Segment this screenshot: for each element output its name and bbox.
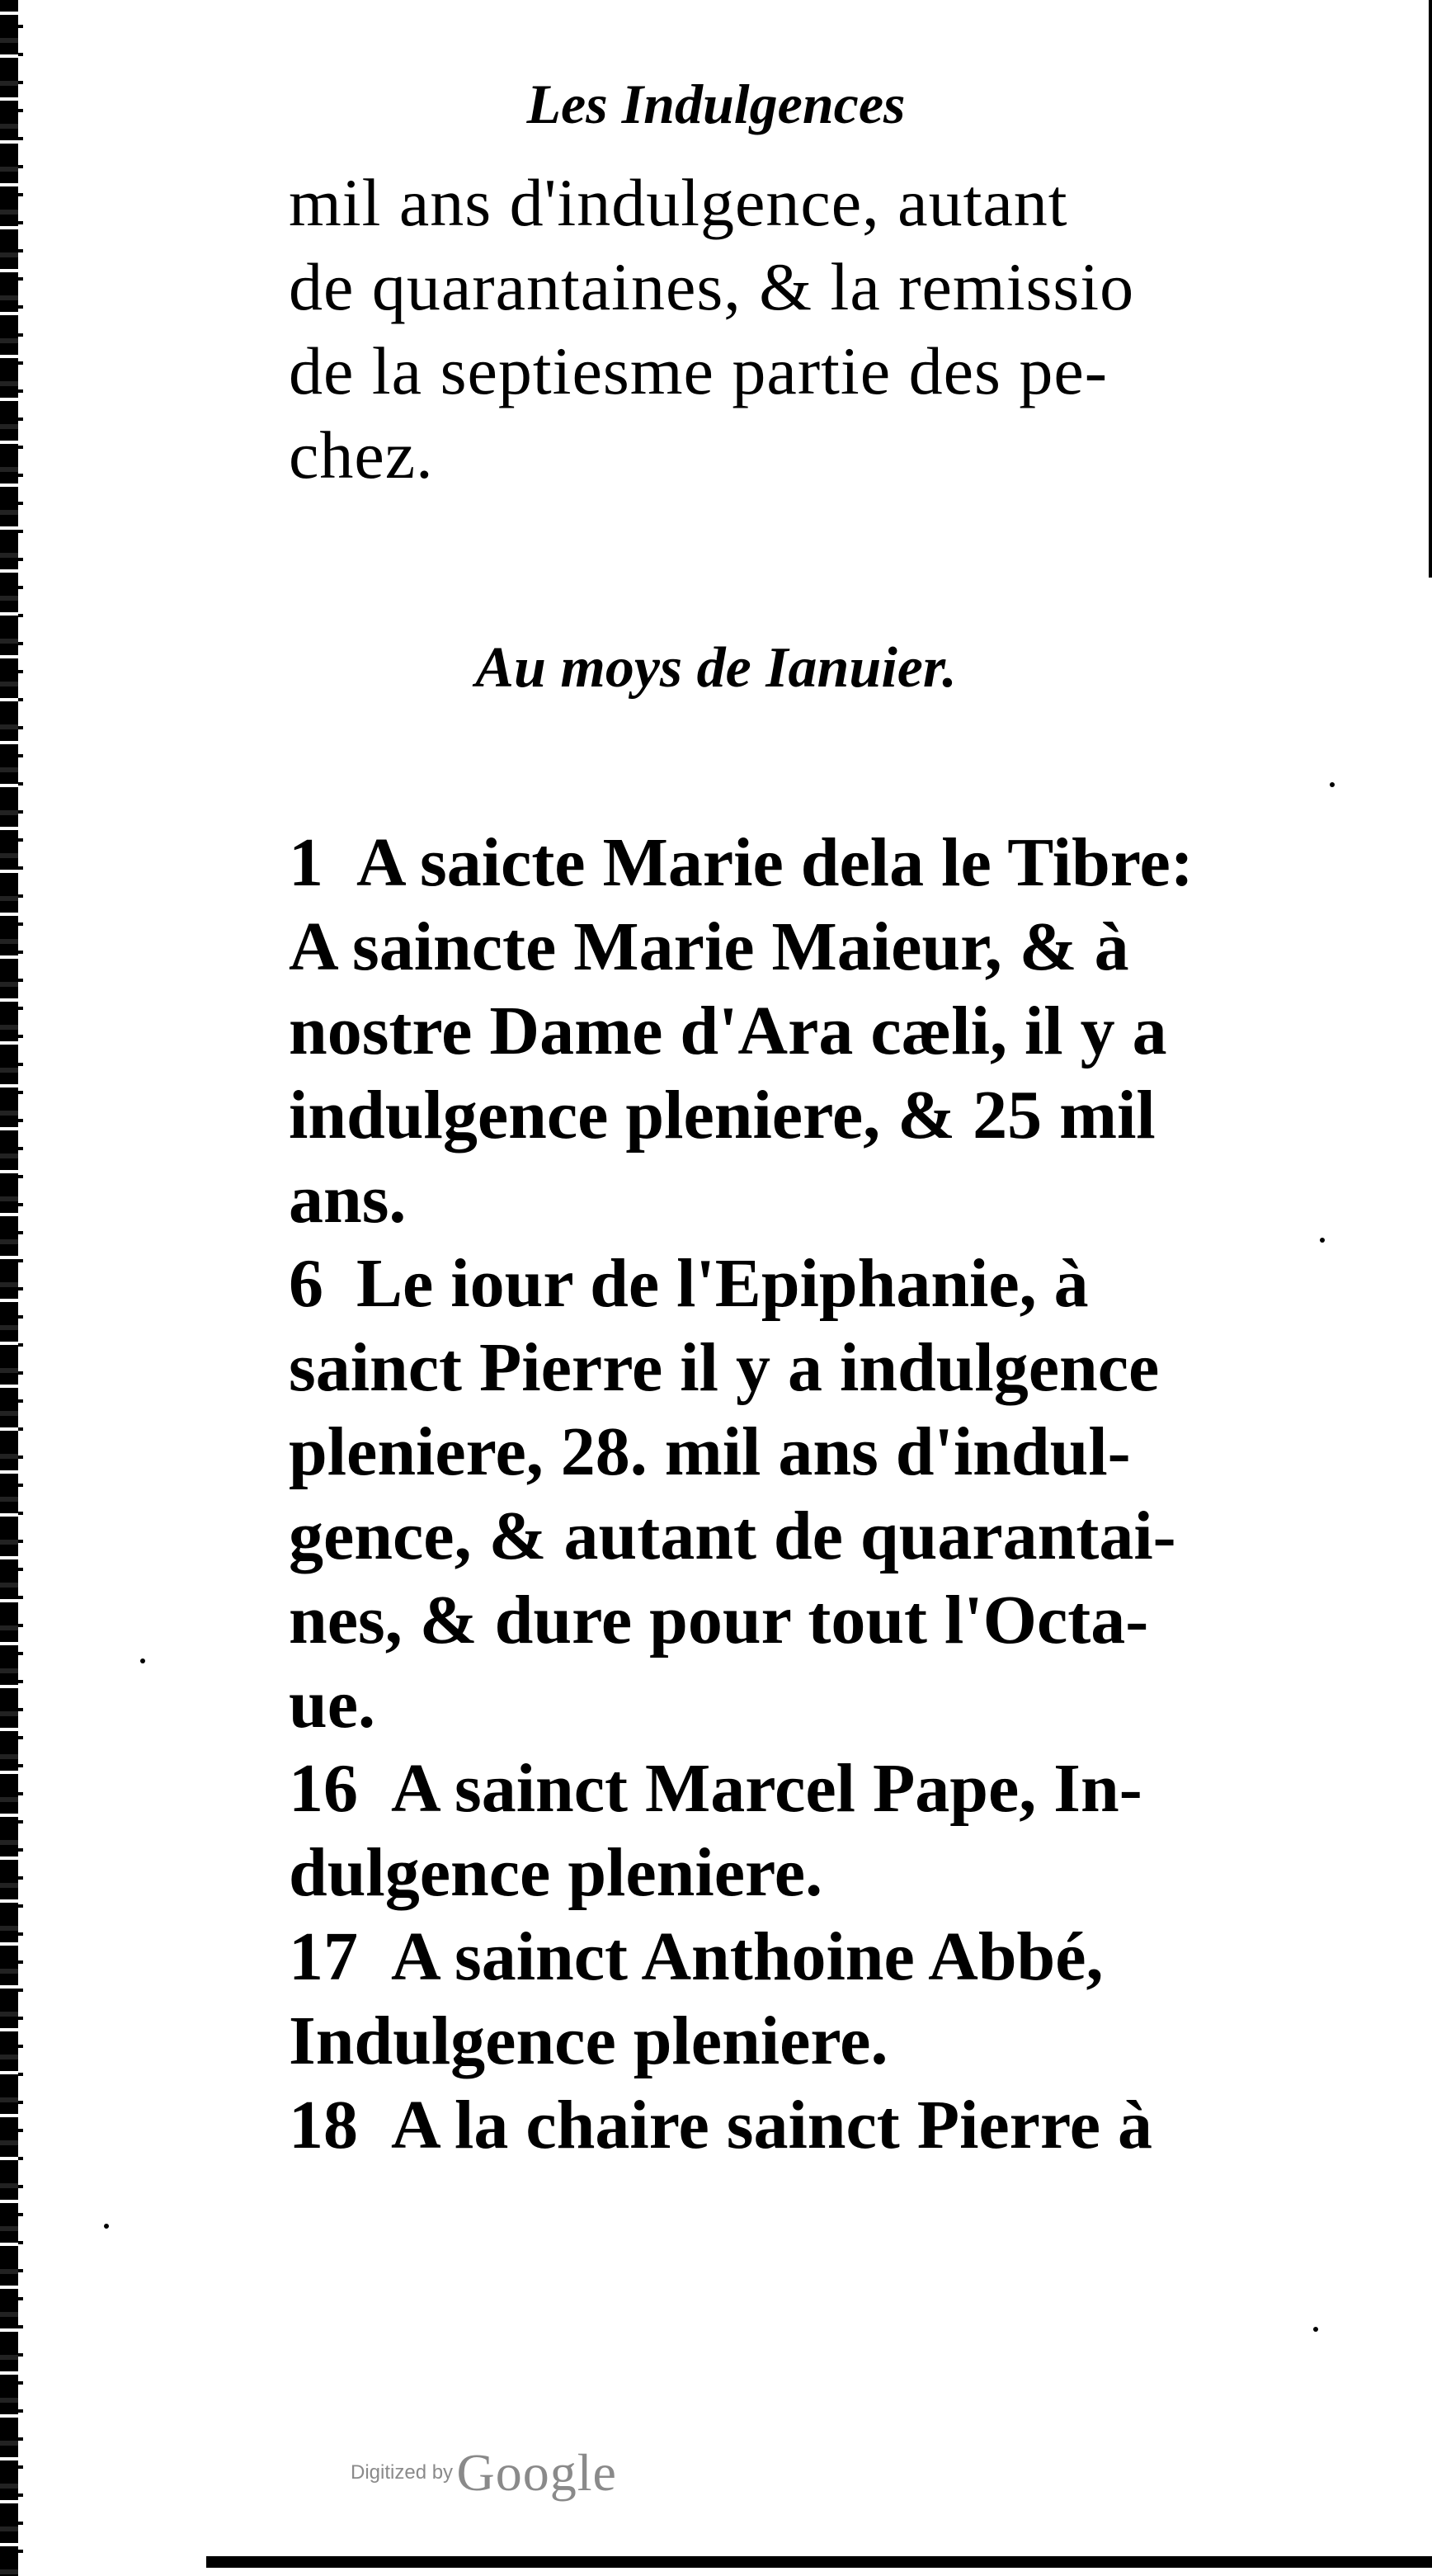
scan-speck <box>1313 2327 1318 2332</box>
entry-line <box>289 1747 1336 1831</box>
text-line: chez. <box>289 418 434 493</box>
entry-text: A sainct Anthoine Abbé, <box>391 1918 1104 1995</box>
entry-line: sainct Pierre il y a indulgence <box>289 1329 1160 1406</box>
entry-number: 16 <box>289 1750 358 1827</box>
text-line: de quarantaines, & la remissio <box>289 249 1135 324</box>
bottom-scan-edge <box>206 2556 1432 2568</box>
scan-speck <box>1330 782 1335 787</box>
entry-line <box>289 2083 1336 2168</box>
entry-line: nes, & dure pour tout l'Octa- <box>289 1582 1149 1658</box>
entry-line: ue. <box>289 1666 375 1743</box>
entry-text: A saicte Marie dela le Tibre: <box>356 824 1194 901</box>
entry-line: pleniere, 28. mil ans d'indul- <box>289 1413 1131 1490</box>
entry-line: dulgence pleniere. <box>289 1834 823 1911</box>
entry-line: gence, & autant de quarantai- <box>289 1498 1176 1574</box>
digitized-by-watermark <box>351 2442 617 2503</box>
watermark-prefix: Digitized by <box>351 2461 454 2484</box>
binding-edge-inner <box>18 0 23 2576</box>
calendar-entries <box>289 821 1336 2168</box>
entry-number: 1 <box>289 824 323 901</box>
entry-line: nostre Dame d'Ara cæli, il y a <box>289 993 1167 1069</box>
entry-line <box>289 1242 1336 1326</box>
google-logo: Google <box>456 2443 617 2502</box>
section-heading: Au moys de Ianuier. <box>475 636 957 700</box>
text-line: mil ans d'indulgence, autant <box>289 165 1068 240</box>
scan-speck <box>104 2224 109 2229</box>
entry-line: A saincte Marie Maieur, & à <box>289 908 1129 985</box>
entry-line: indulgence pleniere, & 25 mil <box>289 1077 1156 1154</box>
entry-text: A la chaire sainct Pierre à <box>391 2087 1153 2163</box>
intro-paragraph <box>289 161 1336 498</box>
running-head: Les Indulgences <box>526 73 906 135</box>
text-line: de la septiesme partie des pe- <box>289 333 1109 408</box>
entry-number: 18 <box>289 2087 358 2163</box>
scan-speck <box>140 1658 145 1663</box>
entry-line <box>289 821 1336 905</box>
entry-number: 6 <box>289 1245 323 1322</box>
entry-line <box>289 1915 1336 1999</box>
scan-speck <box>1320 1238 1325 1243</box>
entry-text: A sainct Marcel Pape, In- <box>391 1750 1142 1827</box>
binding-edge <box>0 0 18 2576</box>
entry-line: ans. <box>289 1161 407 1238</box>
entry-line: Indulgence pleniere. <box>289 2003 888 2079</box>
entry-text: Le iour de l'Epiphanie, à <box>356 1245 1089 1322</box>
entry-number: 17 <box>289 1918 358 1995</box>
